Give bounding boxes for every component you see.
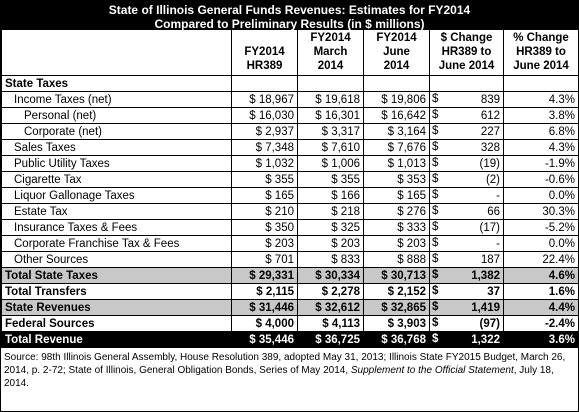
section-label: State Taxes xyxy=(2,76,232,92)
row-label: Total State Taxes xyxy=(2,268,232,284)
cell-pct: 4.4% xyxy=(504,300,579,316)
title-line-2: Compared to Preliminary Results (in $ millions) xyxy=(154,17,425,31)
cell-june: $ 165 xyxy=(364,188,430,204)
row-label: Public Utility Taxes xyxy=(2,156,232,172)
table-title xyxy=(1,1,578,29)
row-label: Income Taxes (net) xyxy=(2,92,232,108)
cell-change: $ 1,322 xyxy=(430,332,504,348)
cell-march: $ 36,725 xyxy=(298,332,364,348)
cell-march: $ 166 xyxy=(298,188,364,204)
cell-pct: 22.4% xyxy=(504,252,579,268)
cell-change: $ 187 xyxy=(430,252,504,268)
table-row xyxy=(2,252,579,268)
revenue-table xyxy=(1,29,579,348)
cell-june: $ 3,164 xyxy=(364,124,430,140)
table-row xyxy=(2,220,579,236)
header-blank xyxy=(2,30,232,76)
row-label: Other Sources xyxy=(2,252,232,268)
cell-hr389: $ 4,000 xyxy=(232,316,298,332)
row-label: Cigarette Tax xyxy=(2,172,232,188)
table-row xyxy=(2,204,579,220)
cell-pct: 1.6% xyxy=(504,284,579,300)
header-col-dollar-change: $ Change HR389 to June 2014 xyxy=(430,30,504,76)
cell-pct: -2.4% xyxy=(504,316,579,332)
cell-march: $ 30,334 xyxy=(298,268,364,284)
cell-hr389: $ 35,446 xyxy=(232,332,298,348)
row-label: State Revenues xyxy=(2,300,232,316)
cell-change: $ (17) xyxy=(430,220,504,236)
cell-march: $ 7,610 xyxy=(298,140,364,156)
cell-change: $ 37 xyxy=(430,284,504,300)
cell-june: $ 276 xyxy=(364,204,430,220)
row-label: Corporate Franchise Tax & Fees xyxy=(2,236,232,252)
cell-change: $ 1,419 xyxy=(430,300,504,316)
cell-pct: -1.9% xyxy=(504,156,579,172)
cell-pct: 30.3% xyxy=(504,204,579,220)
cell-hr389: $ 29,331 xyxy=(232,268,298,284)
footer-italic-title: Supplement to the Official Statement xyxy=(350,365,514,376)
cell-june: $ 353 xyxy=(364,172,430,188)
row-label: Liquor Gallonage Taxes xyxy=(2,188,232,204)
cell-change: $ 66 xyxy=(430,204,504,220)
cell-march: $ 325 xyxy=(298,220,364,236)
row-label: Total Transfers xyxy=(2,284,232,300)
cell-march: $ 16,301 xyxy=(298,108,364,124)
cell-march: $ 1,006 xyxy=(298,156,364,172)
cell-change: $ 227 xyxy=(430,124,504,140)
row-label: Corporate (net) xyxy=(2,124,232,140)
cell-march: $ 833 xyxy=(298,252,364,268)
cell-june: $ 2,152 xyxy=(364,284,430,300)
row-label: Sales Taxes xyxy=(2,140,232,156)
cell-hr389: $ 1,032 xyxy=(232,156,298,172)
table-row xyxy=(2,188,579,204)
cell-hr389: $ 165 xyxy=(232,188,298,204)
header-col-june: FY2014 June 2014 xyxy=(364,30,430,76)
table-row xyxy=(2,140,579,156)
header-col-march: FY2014 March 2014 xyxy=(298,30,364,76)
cell-hr389: $ 2,937 xyxy=(232,124,298,140)
title-line-1: State of Illinois General Funds Revenues: Estimates for FY2014 xyxy=(108,3,471,17)
cell-change: $ (19) xyxy=(430,156,504,172)
table-row xyxy=(2,108,579,124)
cell-change: $ 1,382 xyxy=(430,268,504,284)
cell-june: $ 333 xyxy=(364,220,430,236)
table-body xyxy=(2,92,579,348)
cell-march: $ 32,612 xyxy=(298,300,364,316)
cell-change: $ 839 xyxy=(430,92,504,108)
table-row xyxy=(2,124,579,140)
cell-hr389: $ 355 xyxy=(232,172,298,188)
table-row xyxy=(2,156,579,172)
cell-june: $ 7,676 xyxy=(364,140,430,156)
cell-change: $ (2) xyxy=(430,172,504,188)
cell-hr389: $ 350 xyxy=(232,220,298,236)
cell-march: $ 19,618 xyxy=(298,92,364,108)
cell-change: $ 328 xyxy=(430,140,504,156)
cell-pct: 6.8% xyxy=(504,124,579,140)
cell-march: $ 203 xyxy=(298,236,364,252)
cell-pct: -5.2% xyxy=(504,220,579,236)
table-row xyxy=(2,172,579,188)
cell-june: $ 888 xyxy=(364,252,430,268)
header-col-pct-change: % Change HR389 to June 2014 xyxy=(504,30,579,76)
cell-hr389: $ 701 xyxy=(232,252,298,268)
cell-pct: 0.0% xyxy=(504,188,579,204)
table-row xyxy=(2,92,579,108)
cell-change: $ - xyxy=(430,236,504,252)
table-row xyxy=(2,332,579,348)
section-row-state-taxes xyxy=(2,76,579,92)
cell-hr389: $ 2,115 xyxy=(232,284,298,300)
row-label: Insurance Taxes & Fees xyxy=(2,220,232,236)
cell-pct: 4.6% xyxy=(504,268,579,284)
cell-june: $ 19,806 xyxy=(364,92,430,108)
cell-pct: 0.0% xyxy=(504,236,579,252)
row-label: Estate Tax xyxy=(2,204,232,220)
cell-pct: -0.6% xyxy=(504,172,579,188)
cell-pct: 3.8% xyxy=(504,108,579,124)
cell-hr389: $ 203 xyxy=(232,236,298,252)
table-row xyxy=(2,236,579,252)
cell-march: $ 3,317 xyxy=(298,124,364,140)
cell-march: $ 218 xyxy=(298,204,364,220)
cell-pct: 4.3% xyxy=(504,92,579,108)
cell-june: $ 203 xyxy=(364,236,430,252)
row-label: Federal Sources xyxy=(2,316,232,332)
cell-june: $ 30,713 xyxy=(364,268,430,284)
source-footnote: Source: 98th Illinois General Assembly, House Resolution 389, adopted May 31, 2013; Illinois State FY2015 Budget, March 26, 2014, p. 2-72; State of Illinois, General Obligation Bonds, Series of May 2014, Supplement to the Official Statement, July 18, 2014. xyxy=(4,352,566,389)
cell-pct: 4.3% xyxy=(504,140,579,156)
cell-march: $ 4,113 xyxy=(298,316,364,332)
cell-hr389: $ 210 xyxy=(232,204,298,220)
cell-june: $ 1,013 xyxy=(364,156,430,172)
cell-pct: 3.6% xyxy=(504,332,579,348)
table-row xyxy=(2,284,579,300)
cell-june: $ 36,768 xyxy=(364,332,430,348)
cell-june: $ 16,642 xyxy=(364,108,430,124)
cell-march: $ 2,278 xyxy=(298,284,364,300)
table-row xyxy=(2,268,579,284)
cell-hr389: $ 16,030 xyxy=(232,108,298,124)
row-label: Total Revenue xyxy=(2,332,232,348)
table-row xyxy=(2,316,579,332)
header-col-hr389: FY2014 HR389 xyxy=(232,30,298,76)
cell-hr389: $ 7,348 xyxy=(232,140,298,156)
cell-june: $ 32,865 xyxy=(364,300,430,316)
cell-change: $ 612 xyxy=(430,108,504,124)
cell-change: $ - xyxy=(430,188,504,204)
table-row xyxy=(2,300,579,316)
cell-change: $ (97) xyxy=(430,316,504,332)
row-label: Personal (net) xyxy=(2,108,232,124)
cell-hr389: $ 18,967 xyxy=(232,92,298,108)
cell-march: $ 355 xyxy=(298,172,364,188)
cell-hr389: $ 31,446 xyxy=(232,300,298,316)
cell-june: $ 3,903 xyxy=(364,316,430,332)
header-row xyxy=(2,30,579,76)
